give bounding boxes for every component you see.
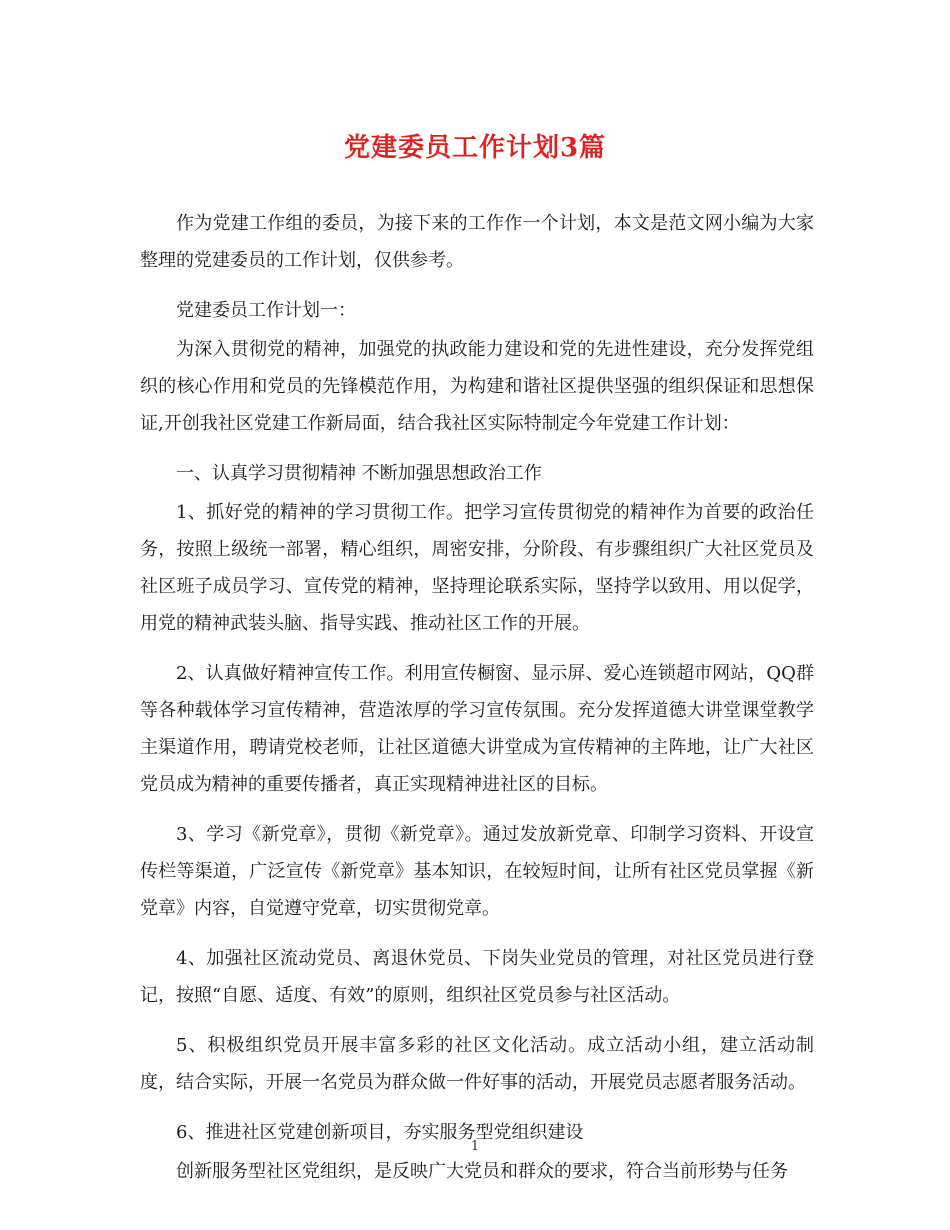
document-title: 党建委员工作计划3篇 [343, 133, 607, 163]
paragraph-plan-one-heading: 党建委员工作计划一： [176, 300, 356, 321]
document-body [140, 205, 814, 1203]
paragraph-item-1: 1、抓好党的精神的学习贯彻工作。把学习宣传贯彻党的精神作为首要的政治任务，按照上级统一部署，精心组织，周密安排，分阶段、有步骤组织广大社区党员及社区班子成员学习、宣传党的精神，坚持理论联系实际，坚持学以致用、用以促学，用党的精神武装头脑、指导实践、推动社区工作的开展。 [140, 502, 814, 634]
paragraph-item-3: 3、学习《新党章》，贯彻《新党章》。通过发放新党章、印制学习资料、开设宣传栏等渠道，广泛宣传《新党章》基本知识，在较短时间，让所有社区党员掌握《新党章》内容，自觉遵守党章，切实贯彻党章。 [140, 824, 814, 919]
paragraph-item-6-body: 创新服务型社区党组织，是反映广大党员和群众的要求，符合当前形势与任务 [176, 1161, 788, 1182]
paragraph-item-2: 2、认真做好精神宣传工作。利用宣传橱窗、显示屏、爱心连锁超市网站，QQ群等各种载体学习宣传精神，营造浓厚的学习宣传氛围。充分发挥道德大讲堂课堂教学主渠道作用，聘请党校老师，让社区道德大讲堂成为宣传精神的主阵地，让广大社区党员成为精神的重要传播者，真正实现精神进社区的目标。 [140, 663, 814, 795]
paragraph-item-4: 4、加强社区流动党员、离退休党员、下岗失业党员的管理，对社区党员进行登记，按照“自愿、适度、有效”的原则，组织社区党员参与社区活动。 [140, 948, 814, 1006]
paragraph-item-5: 5、积极组织党员开展丰富多彩的社区文化活动。成立活动小组，建立活动制度，结合实际，开展一名党员为群众做一件好事的活动，开展党员志愿者服务活动。 [140, 1035, 814, 1093]
page-number: 1 [470, 1139, 480, 1154]
paragraph-plan-one-preface: 为深入贯彻党的精神，加强党的执政能力建设和党的先进性建设，充分发挥党组织的核心作用和党员的先锋模范作用，为构建和谐社区提供坚强的组织保证和思想保证,开创我社区党建工作新局面，结合我社区实际特制定今年党建工作计划： [140, 339, 814, 434]
paragraph-section-one-heading: 一、认真学习贯彻精神 不断加强思想政治工作 [176, 463, 542, 484]
paragraph-item-6-heading: 6、推进社区党建创新项目，夯实服务型党组织建设 [176, 1122, 584, 1143]
paragraph-intro: 作为党建工作组的委员，为接下来的工作作一个计划，本文是范文网小编为大家整理的党建委员的工作计划，仅供参考。 [140, 213, 814, 271]
